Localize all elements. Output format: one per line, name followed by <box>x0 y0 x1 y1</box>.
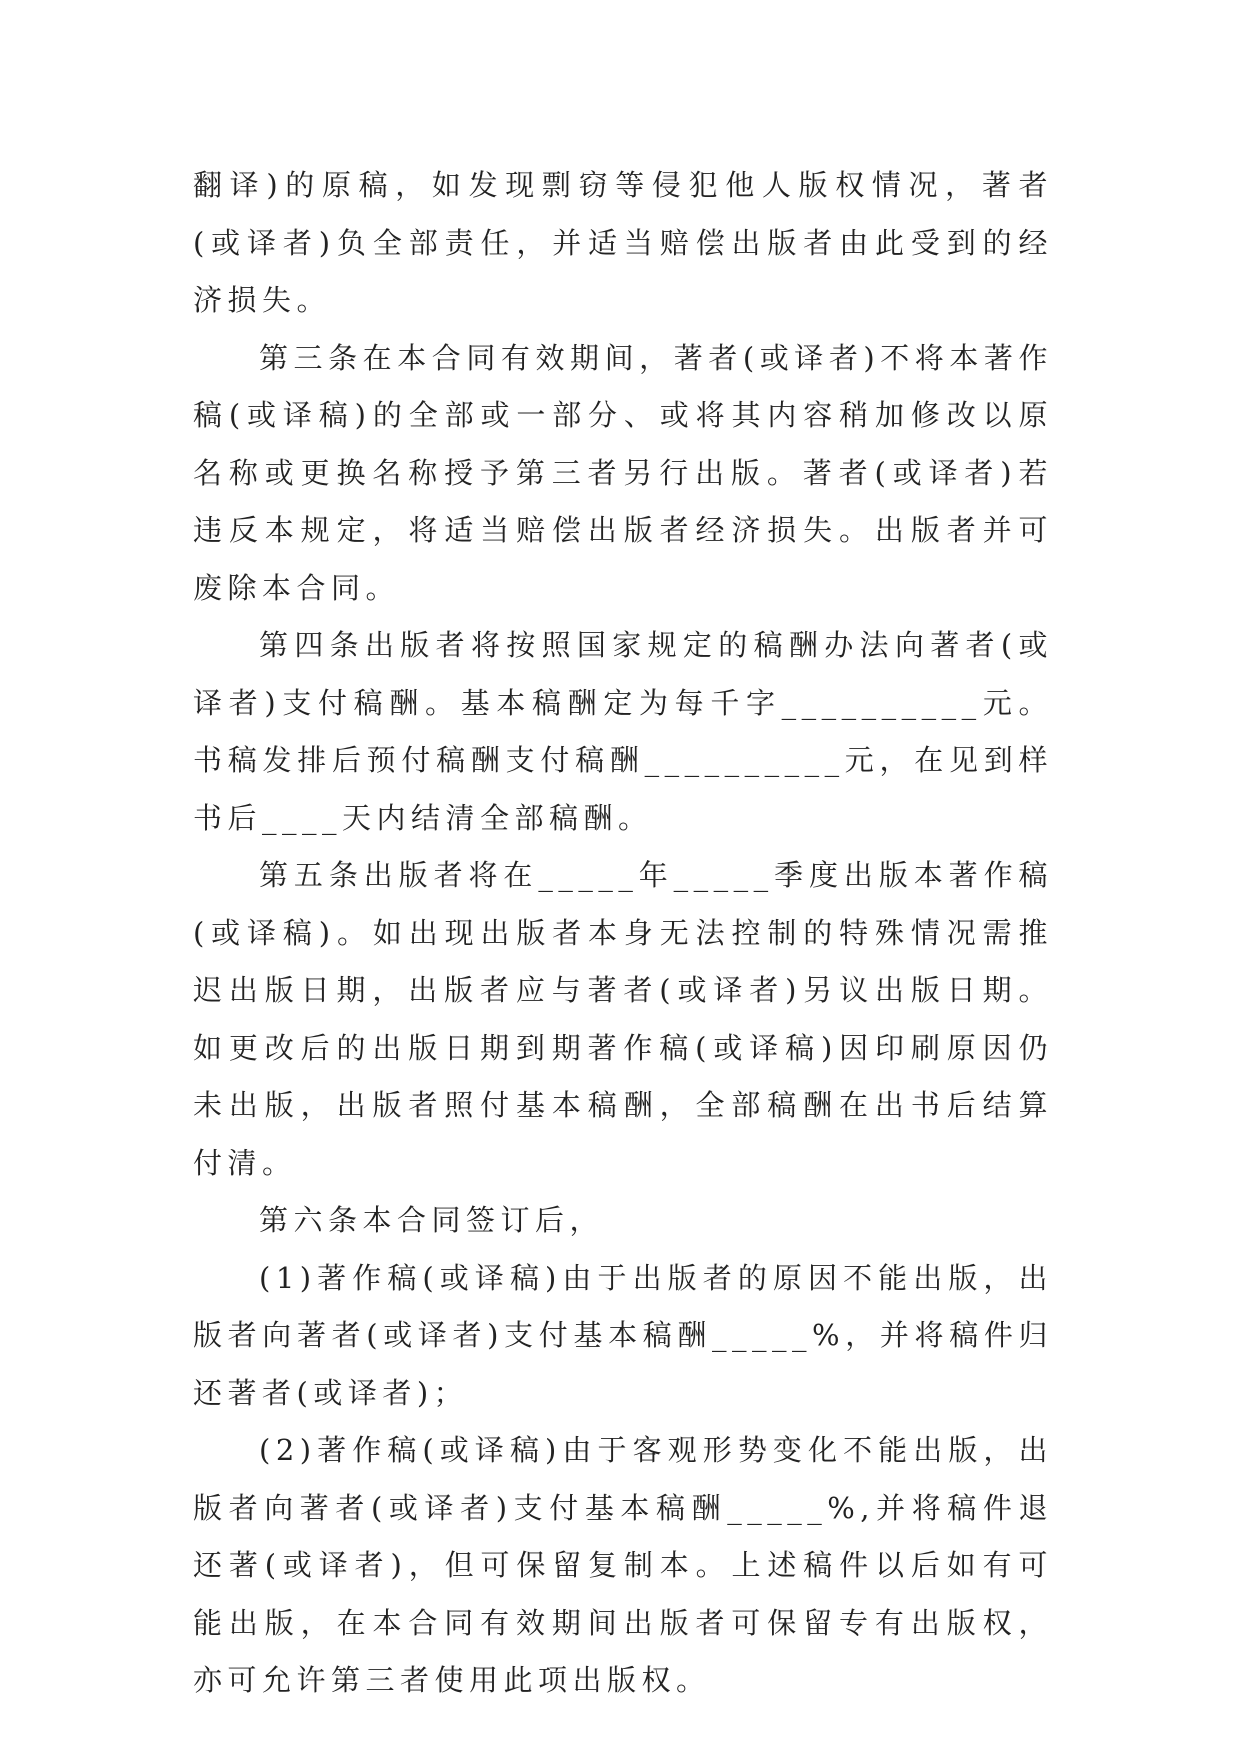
document-body <box>193 157 1053 1710</box>
paragraph-continuation: 翻译)的原稿，如发现剽窃等侵犯他人版权情况，著者(或译者)负全部责任，并适当赔偿出版者由此受到的经济损失。 <box>193 168 1053 317</box>
paragraph-article-6-item-2: (2)著作稿(或译稿)由于客观形势变化不能出版，出版者向著者(或译者)支付基本稿酬_____%,并将稿件退还著(或译者)，但可保留复制本。上述稿件以后如有可能出版，在本合同有效期间出版者可保留专有出版权，亦可允许第三者使用此项出版权。 <box>193 1433 1053 1697</box>
paragraph-article-3: 第三条在本合同有效期间，著者(或译者)不将本著作稿(或译稿)的全部或一部分、或将其内容稍加修改以原名称或更换名称授予第三者另行出版。著者(或译者)若违反本规定，将适当赔偿出版者经济损失。出版者并可废除本合同。 <box>193 340 1053 605</box>
paragraph-article-6-item-1: (1)著作稿(或译稿)由于出版者的原因不能出版，出版者向著者(或译者)支付基本稿酬_____%，并将稿件归还著者(或译者)； <box>193 1260 1053 1410</box>
paragraph-article-4: 第四条出版者将按照国家规定的稿酬办法向著者(或译者)支付稿酬。基本稿酬定为每千字__________元。书稿发排后预付稿酬支付稿酬__________元，在见到样书后____天内结清全部稿酬。 <box>193 628 1053 835</box>
paragraph-article-5: 第五条出版者将在_____年_____季度出版本著作稿(或译稿)。如出现出版者本身无法控制的特殊情况需推迟出版日期，出版者应与著者(或译者)另议出版日期。如更改后的出版日期到期著作稿(或译稿)因印刷原因仍未出版，出版者照付基本稿酬，全部稿酬在出书后结算付清。 <box>193 858 1053 1180</box>
paragraph-article-6: 第六条本合同签订后， <box>259 1203 605 1237</box>
